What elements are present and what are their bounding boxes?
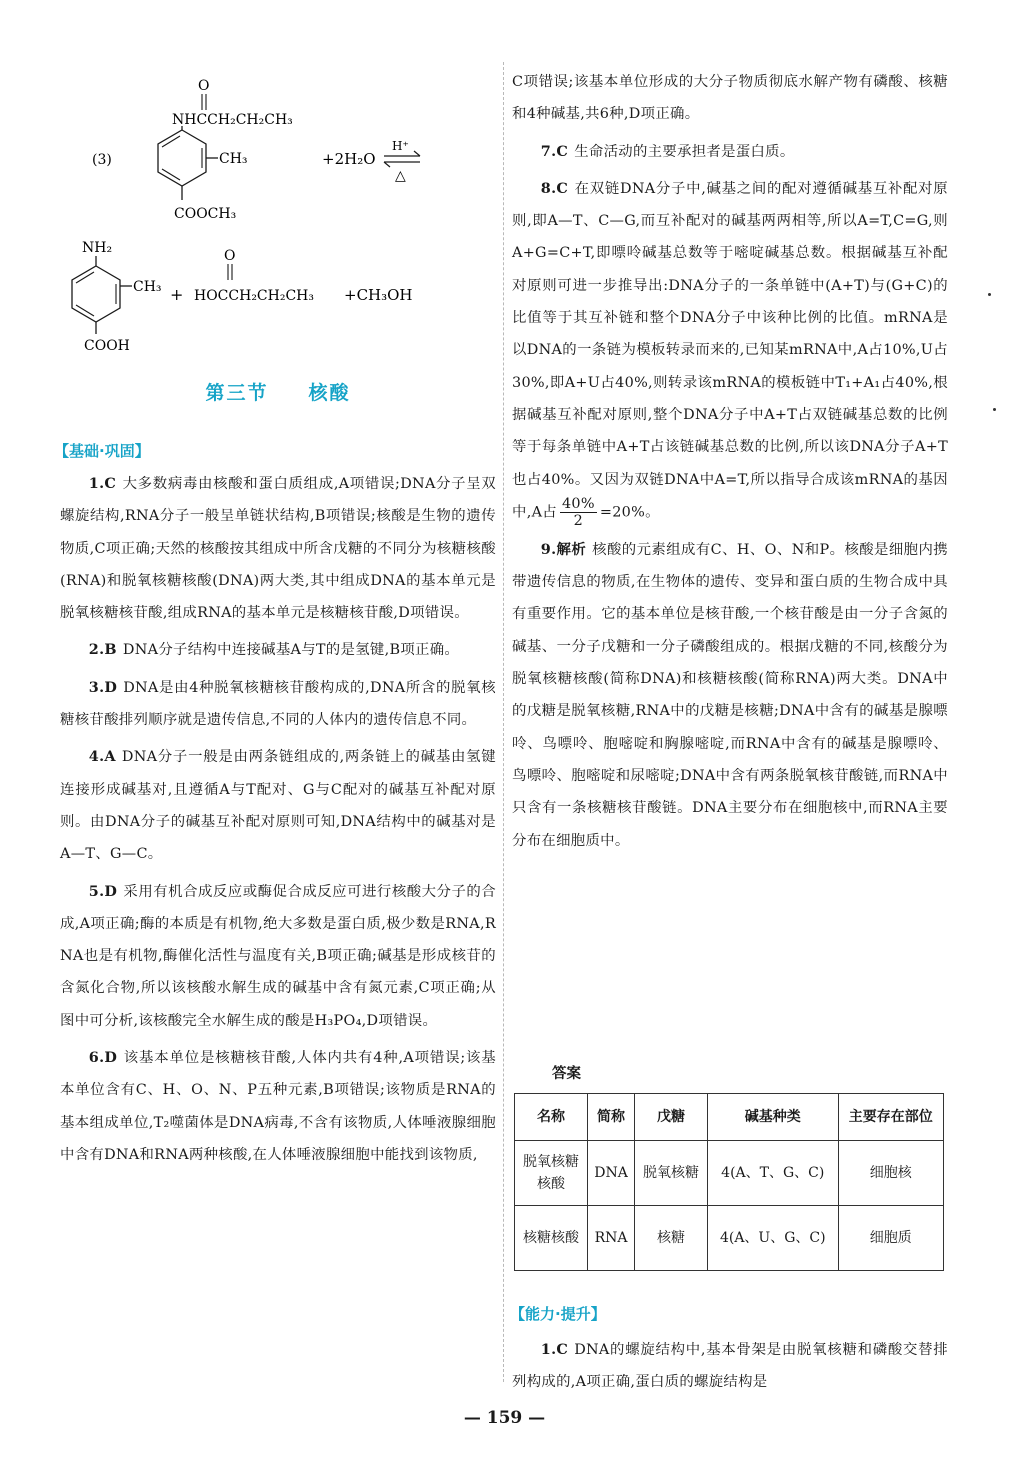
advanced-answers bbox=[512, 1334, 948, 1404]
explanation-text: DNA的螺旋结构中,基本骨架是由脱氧核糖和磷酸交替排列构成的,A项正确,蛋白质的螺旋结构是 bbox=[512, 1342, 948, 1391]
products-structure bbox=[60, 236, 490, 360]
answer-paragraph bbox=[512, 136, 948, 168]
answer-paragraph bbox=[512, 66, 948, 131]
butyric-oxygen: O bbox=[224, 248, 236, 264]
fraction-numerator: 40% bbox=[561, 495, 595, 512]
answer-choice: D bbox=[104, 1049, 118, 1067]
answer-label: 答案 bbox=[552, 1066, 581, 1082]
explanation-text: DNA是由4种脱氧核糖核苷酸构成的,DNA所含的脱氧核糖核苷酸排列顺序就是遗传信息,不同的人体内的遗传信息不同。 bbox=[60, 679, 496, 729]
plus-sign: + bbox=[170, 285, 184, 304]
answer-choice: B bbox=[104, 641, 117, 659]
table-cell: 4(A、U、G、C) bbox=[708, 1206, 839, 1271]
table-cell: 4(A、T、G、C) bbox=[708, 1141, 839, 1206]
ester-group: COOCH₃ bbox=[174, 206, 237, 222]
carboxyl-group: COOH bbox=[84, 338, 130, 354]
question-number: 3. bbox=[88, 678, 105, 696]
amide-chain: NHCCH₂CH₂CH₃ bbox=[172, 112, 293, 128]
explanation-text: 在双链DNA分子中,碱基之间的配对遵循碱基互补配对原则,即A—T、C—G,而互补配对的碱基两两相等,所以A=T,C=G,则A+G=C+T,即嘌呤碱基总数等于嘧啶碱基总数。根据碱基互补配对原则可进一步推导出:DNA分子的一条单链中(A+T)与(G+C)的比值等于其互补链和整个DNA分子中该种比例的比值。mRNA是以DNA的一条链为模板转录而来的,已知某mRNA中,A占10%,U占30%,即A+U占40%,则转录该mRNA的模板链中T₁+A₁占40%,根据碱基互补配对原则,整个DNA分子中A+T占双链碱基总数的比例等于每条单链中A+T占该链碱基总数的比例,所以该DNA分子A+T也占40%。又因为双链DNA中A=T,所以指导合成该mRNA的基因中,A占 bbox=[512, 180, 948, 521]
table-header: 主要存在部位 bbox=[838, 1094, 943, 1141]
explanation-text: 大多数病毒由核酸和蛋白质组成,A项错误;DNA分子呈双螺旋结构,RNA分子一般呈单链状结构,B项错误;核酸是生物的遗传物质,C项正确;天然的核酸按其组成中所含戊糖的不同分为核糖核酸(RNA)和脱氧核糖核酸(DNA)两大类,其中组成DNA的基本单元是脱氧核糖核苷酸,组成RNA的基本单元是核糖核苷酸,D项错误。 bbox=[60, 476, 496, 622]
reaction-label: (3) bbox=[92, 152, 112, 168]
table-header: 碱基种类 bbox=[708, 1094, 839, 1141]
basic-tag: 【基础·巩固】 bbox=[54, 442, 150, 460]
basic-tag-wrap bbox=[54, 437, 496, 465]
amide-oxygen: O bbox=[198, 78, 210, 94]
table-cell: 脱氧核糖核酸 bbox=[515, 1141, 588, 1206]
table-cell: 脱氧核糖 bbox=[635, 1141, 708, 1206]
answer-paragraph bbox=[60, 1042, 496, 1171]
question-number: 1. bbox=[88, 475, 105, 492]
table-header-row bbox=[515, 1094, 944, 1141]
product-methyl: CH₃ bbox=[133, 279, 162, 295]
question-number: 8. bbox=[540, 179, 557, 197]
left-answers bbox=[60, 468, 496, 1176]
section-header bbox=[60, 378, 496, 405]
table-cell: 核糖核酸 bbox=[515, 1206, 588, 1271]
answer-choice: D bbox=[104, 882, 118, 900]
methyl-group: CH₃ bbox=[219, 151, 248, 167]
column-divider bbox=[503, 62, 504, 1382]
explanation-text: 核酸的元素组成有C、H、O、N和P。核酸是细胞内携带遗传信息的物质,在生物体的遗传、变异和蛋白质的生物合成中具有重要作用。它的基本单位是核苷酸,一个核苷酸是由一分子含氮的碱基、一分子戊糖和一分子磷酸组成的。根据戊糖的不同,核酸分为脱氧核糖核酸(简称DNA)和核糖核酸(简称RNA)两大类。DNA中的戊糖是脱氧核糖,RNA中的戊糖是核糖;DNA中含有的碱基是腺嘌呤、鸟嘌呤、胞嘧啶和胸腺嘧啶,而RNA中含有的碱基是腺嘌呤、鸟嘌呤、胞嘧啶和尿嘧啶;DNA中含有两条脱氧核苷酸链,而RNA中只含有一条核糖核苷酸链。DNA主要分布在细胞核中,而RNA主要分布在细胞质中。 bbox=[512, 541, 948, 849]
explanation-text: DNA分子一般是由两条链组成的,两条链上的碱基由氢键连接形成碱基对,且遵循A与T配对、G与C配对的碱基互补配对原则。由DNA分子的碱基互补配对原则可知,DNA结构中的碱基对是A—T、G—C。 bbox=[60, 749, 496, 863]
table-header: 戊糖 bbox=[635, 1094, 708, 1141]
table-cell: DNA bbox=[588, 1141, 635, 1206]
answer-choice: 解析 bbox=[556, 540, 587, 558]
answer-choice: A bbox=[104, 748, 116, 766]
question-number: 4. bbox=[88, 748, 105, 766]
question-number: 7. bbox=[540, 142, 557, 160]
table-cell: RNA bbox=[588, 1206, 635, 1271]
answer-choice: C bbox=[104, 475, 117, 492]
table-cell: 细胞质 bbox=[838, 1206, 943, 1271]
section-title bbox=[60, 378, 496, 405]
answer-paragraph bbox=[60, 634, 496, 666]
catalyst-label: H⁺ bbox=[392, 139, 409, 153]
advanced-tag-wrap bbox=[510, 1300, 948, 1328]
plus-water: +2H₂O bbox=[322, 150, 376, 168]
section-title-number: 第三节 bbox=[205, 382, 269, 404]
table-cell: 核糖 bbox=[635, 1206, 708, 1271]
explanation-text: 该基本单位是核糖核苷酸,人体内共有4种,A项错误;该基本单位含有C、H、O、N、P五种元素,B项错误;该物质是RNA的基本组成单位,T₂噬菌体是DNA病毒,不含有该物质,人体唾液腺细胞中含有DNA和RNA两种核酸,在人体唾液腺细胞中能找到该物质, bbox=[60, 1050, 496, 1163]
answer-choice: C bbox=[556, 179, 569, 197]
answer-paragraph bbox=[512, 1334, 948, 1399]
fraction bbox=[560, 496, 597, 529]
reaction-products bbox=[60, 236, 490, 360]
answer-block bbox=[512, 1058, 948, 1271]
answer-paragraph bbox=[60, 741, 496, 870]
fraction-result: =20%。 bbox=[599, 504, 660, 521]
amine-group: NH₂ bbox=[82, 240, 113, 256]
methanol: +CH₃OH bbox=[344, 286, 413, 304]
table-row bbox=[515, 1206, 944, 1271]
reactant-structure bbox=[90, 68, 500, 236]
question-number: 5. bbox=[88, 882, 105, 900]
scan-dot bbox=[993, 408, 996, 411]
section-title-name: 核酸 bbox=[308, 382, 351, 404]
answer-choice: C bbox=[556, 142, 569, 160]
answer-paragraph bbox=[60, 876, 496, 1037]
reaction-reactant bbox=[90, 68, 500, 236]
butyric-acid: HOCCH₂CH₂CH₃ bbox=[194, 288, 314, 304]
answer-paragraph bbox=[60, 468, 496, 629]
question-number: 9. bbox=[540, 540, 557, 558]
right-answers bbox=[512, 66, 948, 862]
answer-paragraph bbox=[512, 534, 948, 857]
question-number: 2. bbox=[88, 641, 105, 659]
table-header: 名称 bbox=[515, 1094, 588, 1141]
advanced-tag: 【能力·提升】 bbox=[510, 1305, 606, 1323]
page-number: — 159 — bbox=[463, 1408, 546, 1428]
heat-symbol: △ bbox=[395, 168, 406, 184]
table-header: 简称 bbox=[588, 1094, 635, 1141]
answer-paragraph bbox=[60, 672, 496, 737]
answer-choice: D bbox=[104, 678, 118, 696]
answer-paragraph bbox=[512, 173, 948, 529]
question-number: 6. bbox=[88, 1049, 105, 1067]
explanation-text: 生命活动的主要承担者是蛋白质。 bbox=[574, 143, 795, 160]
answer-choice: C bbox=[556, 1341, 569, 1358]
answer-table bbox=[514, 1093, 944, 1271]
table-cell: 细胞核 bbox=[838, 1141, 943, 1206]
explanation-text: 采用有机合成反应或酶促合成反应可进行核酸大分子的合成,A项正确;酶的本质是有机物,绝大多数是蛋白质,极少数是RNA,RNA也是有机物,酶催化活性与温度有关,B项正确;碱基是形成核苷的含氮化合物,所以该核酸水解生成的碱基中含有氮元素,C项正确;从图中可分析,该核酸完全水解生成的酸是H₃PO₄,D项错误。 bbox=[60, 883, 496, 1029]
question-number: 1. bbox=[540, 1341, 557, 1358]
table-row bbox=[515, 1141, 944, 1206]
explanation-text: C项错误;该基本单位形成的大分子物质彻底水解产物有磷酸、核糖和4种碱基,共6种,D项正确。 bbox=[512, 74, 948, 123]
fraction-denominator: 2 bbox=[573, 512, 584, 529]
scan-dot bbox=[988, 293, 991, 296]
explanation-text: DNA分子结构中连接碱基A与T的是氢键,B项正确。 bbox=[122, 642, 460, 659]
